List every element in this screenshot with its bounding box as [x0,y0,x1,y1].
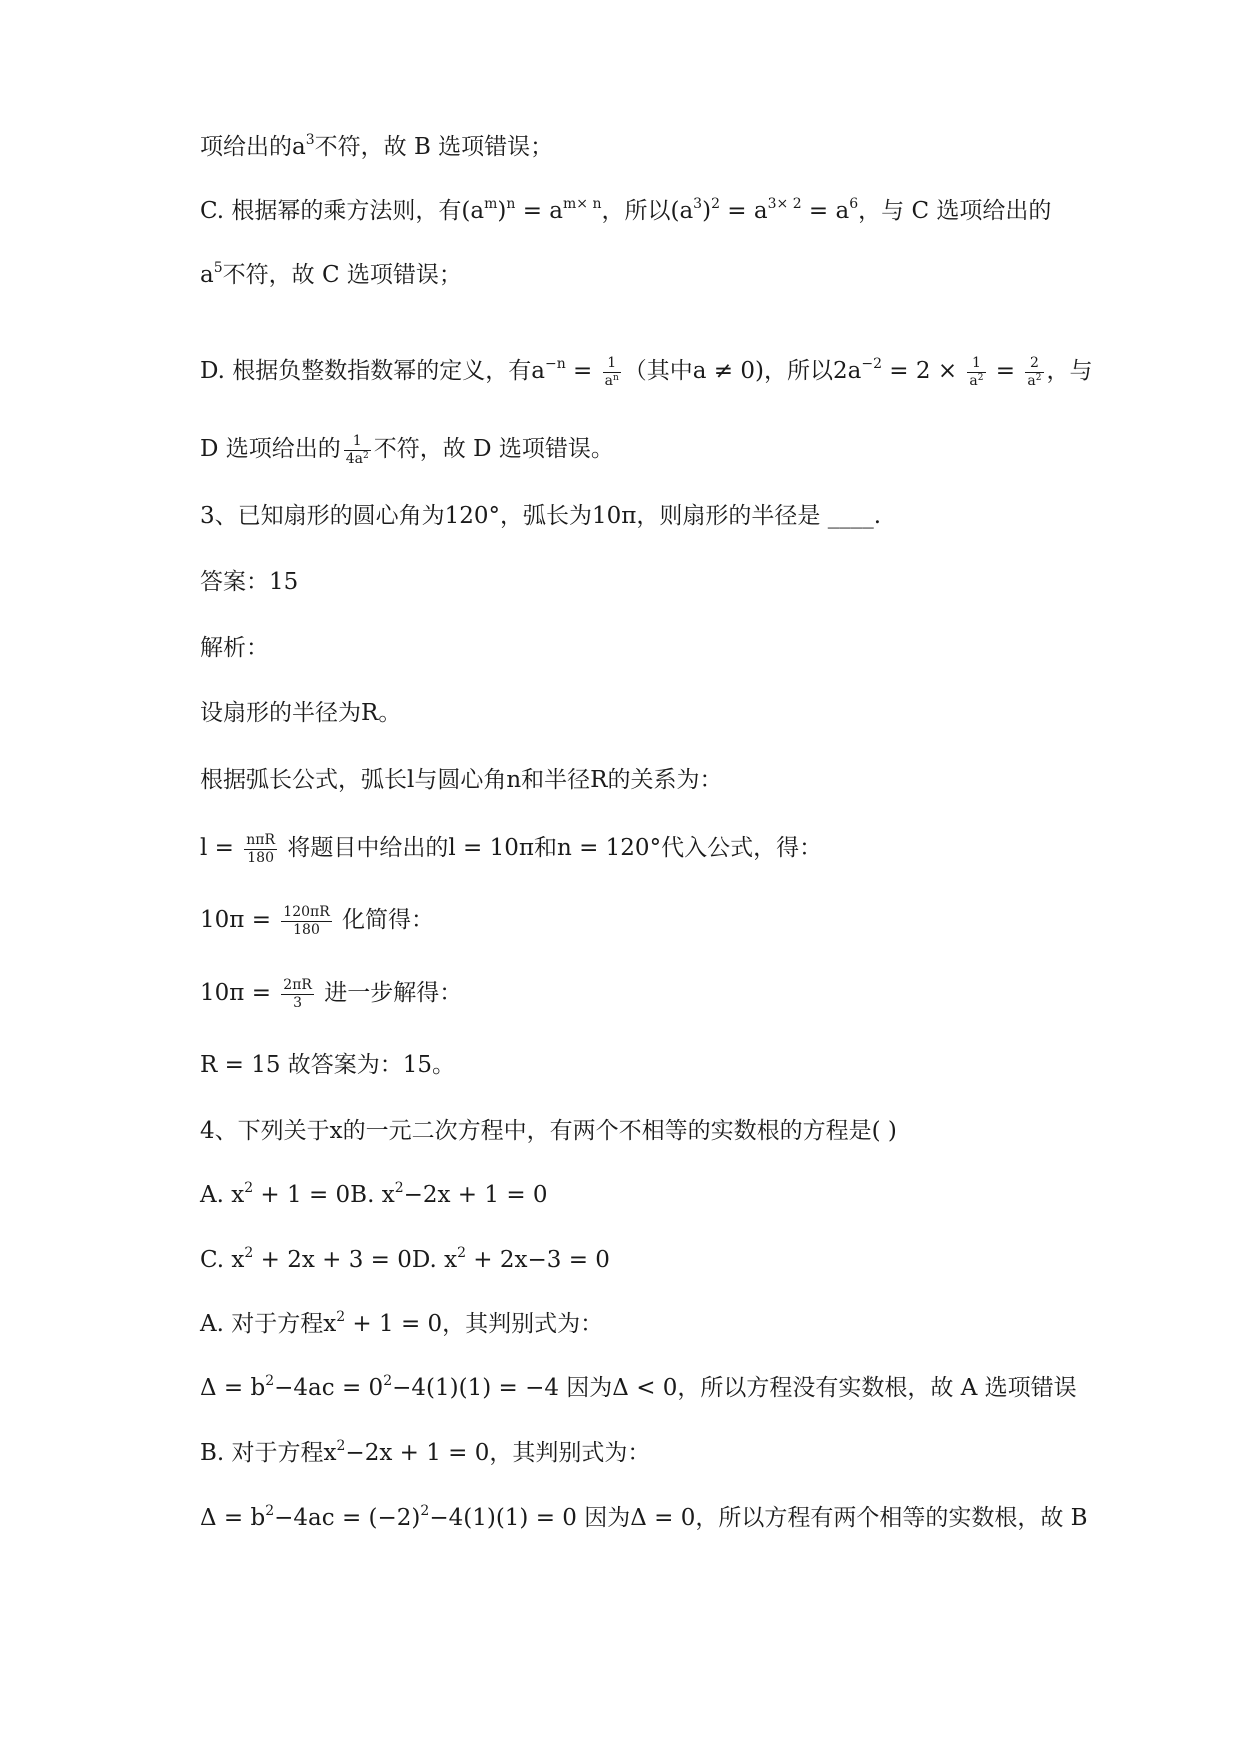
text-line-20: B. 对于方程$x^2-2x + 1 = 0$，其判别式为： [200,1438,651,1466]
options-ab: A. $x^2 + 1 = 0B$. $x^2-2x + 1 = 0$ [200,1180,548,1208]
text-line-19: $\Delta = b^2-4ac = 0^2-4(1)(1) = -4$ 因为Δ < 0，所以方程没有实数根，故 A 选项错误 [200,1373,1077,1401]
fraction-1-over-a-n: $\frac{1}{a^n}$ [604,354,619,389]
text-line-9: 设扇形的半径为R。 [200,700,402,726]
formula-line-13: 10π = $\frac{2\pi R}{3}$ 进一步解得： [200,976,463,1011]
fraction-2-over-a-squared: $\frac{2}{a^2}$ [1027,354,1042,389]
text-line-14: R = 15 故答案为：15。 [200,1052,456,1078]
formula-line-11: l = $\frac{\text{nπR}}{180}$ 将题目中给出的l = 10π和n = 120°代入公式，得： [200,831,823,866]
analysis-heading: 解析： [200,635,269,661]
answer-line: 答案：15 [200,569,299,595]
options-cd: C. $x^2 + 2x + 3 = 0D$. $x^2 + 2x-3 = 0$ [200,1245,610,1273]
text-line-5: D 选项给出的 $\frac{1}{4a^2}$ 不符，故 D 选项错误。 [200,432,614,467]
fraction-120-pi-r-over-180: $\frac{120\pi R}{180}$ [283,903,330,938]
formula-line-12: 10π = $\frac{120\pi R}{180}$ 化简得： [200,903,435,938]
text-line-4: D. 根据负整数指数幂的定义，有$a^{-n}$ = $\frac{1}{a^n}$ （其中a ≠ 0)，所以$2a^{-2} = 2$ × $\frac{1}{a^2}$ = $\frac{2}{a^2}$ ，与 [200,354,1093,389]
text-line-18: A. 对于方程$x^2 + 1 = 0$，其判别式为： [200,1309,604,1337]
fraction-2-pi-r-over-3: $\frac{2\pi R}{3}$ [283,976,312,1011]
text-line-2: C. 根据幂的乘方法则，有$(a^m)^n = a^{m\times n}$，所以$(a^3)^2 = a^{3\times 2} = a^6$，与 C 选项给出的 [200,196,1052,224]
text-line-21: $\Delta = b^2-4ac = (-2)^2-4(1)(1) = 0$ 因为Δ = 0，所以方程有两个相等的实数根，故 B [200,1503,1088,1531]
text-line-1: 项给出的$a^3$不符，故 B 选项错误； [200,132,554,160]
fraction-n-pi-r-over-180: $\frac{\text{nπR}}{180}$ [246,831,276,866]
fraction-1-over-4a-squared: $\frac{1}{4a^2}$ [345,432,369,467]
fraction-1-over-a-squared: $\frac{1}{a^2}$ [969,354,984,389]
question-4: 4、下列关于x的一元二次方程中，有两个不相等的实数根的方程是( ) [200,1118,897,1144]
question-3: 3、已知扇形的圆心角为120°，弧长为10π，则扇形的半径是 ____. [200,503,882,529]
text-line-10: 根据弧长公式，弧长l与圆心角n和半径R的关系为： [200,767,723,793]
text-line-3: $a^5$不符，故 C 选项错误； [200,260,462,288]
